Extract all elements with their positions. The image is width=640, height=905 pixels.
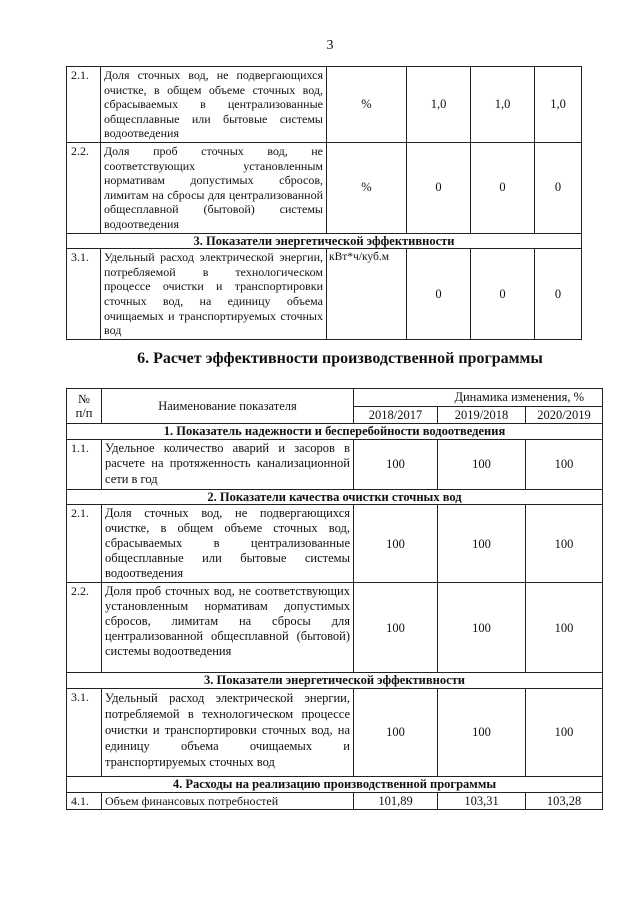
number-sub: п/п [75,406,93,421]
table-row [67,67,582,143]
name-header: Наименование показателя [102,389,354,424]
section-row [67,424,603,440]
table-row [67,143,582,234]
row-number: 2.1. [67,505,102,583]
section-title: 2. Показатели качества очистки сточных вод [67,489,603,505]
value-cell: 0 [407,143,471,234]
value-cell: 0 [471,143,535,234]
section-row [67,489,603,505]
value-cell: 0 [535,249,582,340]
indicators-table [66,66,582,340]
row-number: 2.2. [67,583,102,673]
row-number: 4.1. [67,792,102,810]
row-number: 2.2. [67,143,101,234]
value-cell: 100 [526,688,603,776]
value-cell: 101,89 [354,792,438,810]
dynamics-header: Динамика изменения, % [354,389,603,407]
table-row [67,583,603,673]
section-title: 1. Показатель надежности и бесперебойности водоотведения [67,424,603,440]
section-row [67,673,603,689]
value-cell: 100 [438,688,526,776]
section-row [67,776,603,792]
value-cell: 1,0 [535,67,582,143]
table-row [67,249,582,340]
table-row [67,792,603,810]
value-cell: 0 [535,143,582,234]
row-number: 1.1. [67,439,102,489]
indicator-name: Доля проб сточных вод, не соответствующих установленным нормативам допустимых сбросов, лимитам на сбросы для централизованной общесплавной (бытовой) системы водоотведения [101,143,327,234]
indicator-name: Удельный расход электрической энергии, потребляемой в технологическом процессе очистки и транспортировки сточных вод, на единицу объема очищаемых и транспортируемых сточных вод [101,249,327,340]
value-cell: 100 [438,505,526,583]
value-cell: 100 [354,583,438,673]
header-row [67,389,603,407]
row-number: 2.1. [67,67,101,143]
year-header: 2018/2017 [354,406,438,424]
row-number: 3.1. [67,688,102,776]
unit-cell: % [327,67,407,143]
indicator-name: Удельный расход электрической энергии, потребляемой в технологическом процессе очистки и транспортировки сточных вод, на единицу объема очищаемых и транспортируемых сточных вод [102,688,354,776]
value-cell: 0 [471,249,535,340]
efficiency-table [66,388,603,810]
section-title: 3. Показатели энергетической эффективности [67,233,582,249]
year-header: 2020/2019 [526,406,603,424]
value-cell: 100 [354,439,438,489]
value-cell: 103,28 [526,792,603,810]
table-row [67,505,603,583]
section-title: 3. Показатели энергетической эффективности [67,673,603,689]
indicator-name: Доля проб сточных вод, не соответствующих установленным нормативам допустимых сбросов, лимитам на сбросы для централизованной общесплавной (бытовой) системы водоотведения [102,583,354,673]
indicator-name: Удельное количество аварий и засоров в расчете на протяженность канализационной сети в год [102,439,354,489]
value-cell: 100 [438,439,526,489]
value-cell: 100 [526,505,603,583]
table-row [67,439,603,489]
value-cell: 100 [526,583,603,673]
value-cell: 1,0 [471,67,535,143]
table-row [67,688,603,776]
value-cell: 100 [438,583,526,673]
section-heading: 6. Расчет эффективности производственной программы [137,350,543,367]
section-row [67,233,582,249]
value-cell: 0 [407,249,471,340]
indicator-name: Доля сточных вод, не подвергающихся очистке, в общем объеме сточных вод, сбрасываемых в централизованные общесплавные или бытовые системы водоотведения [102,505,354,583]
value-cell: 1,0 [407,67,471,143]
page-number: 3 [326,38,334,53]
value-cell: 100 [354,688,438,776]
unit-cell: кВт*ч/куб.м [327,249,407,340]
indicator-name: Объем финансовых потребностей [102,792,354,810]
value-cell: 100 [354,505,438,583]
value-cell: 100 [526,439,603,489]
unit-cell: % [327,143,407,234]
number-header [67,389,102,424]
year-header: 2019/2018 [438,406,526,424]
section-title: 4. Расходы на реализацию производственной программы [67,776,603,792]
value-cell: 103,31 [438,792,526,810]
number-symbol: № [78,391,90,406]
indicator-name: Доля сточных вод, не подвергающихся очистке, в общем объеме сточных вод, сбрасываемых в централизованные общесплавные или бытовые системы водоотведения [101,67,327,143]
row-number: 3.1. [67,249,101,340]
